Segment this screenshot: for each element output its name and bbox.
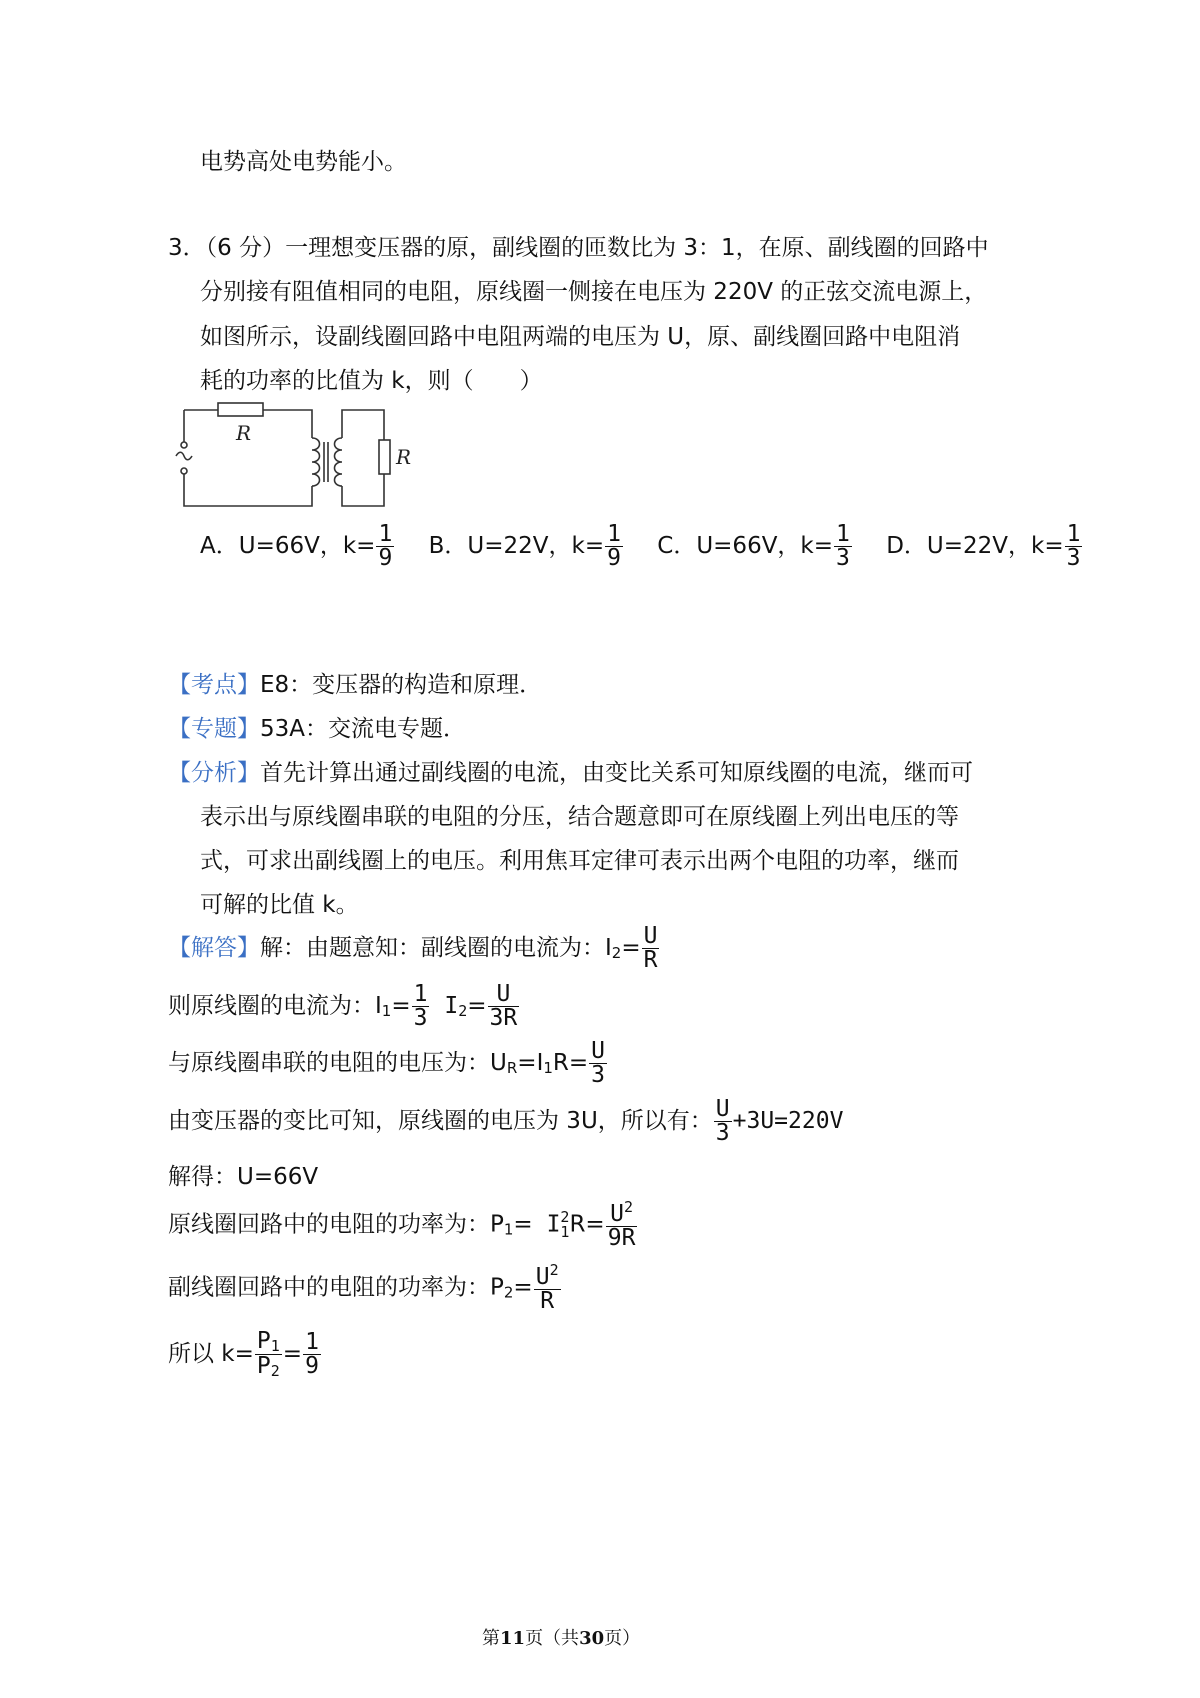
solution-ratio: 由变压器的变比可知，原线圈的电压为 3U，所以有： $\frac{U}{3}$ +3U=220V — [168, 1096, 844, 1146]
solution-i1: 则原线圈的电流为：$I_1=$ $\frac{1}{3}$ $I_2=$ $\frac{U}{3R}$ — [168, 981, 518, 1031]
fenxi-line-3: 式，可求出副线圈上的电压。利用焦耳定律可表示出两个电阻的功率，继而 — [200, 848, 959, 874]
page-total: 30 — [579, 1628, 605, 1649]
carryover-text: 电势高处电势能小。 — [200, 149, 407, 175]
secondary-coil — [335, 438, 343, 486]
solution-p1: 原线圈回路中的电阻的功率为：$P_1= I$ 2 1 R= $\frac{U^2}{9R}$ — [168, 1198, 636, 1251]
primary-coil — [312, 438, 320, 486]
question-line-1 — [168, 229, 989, 262]
fenxi-line-4: 可解的比值 k。 — [200, 892, 359, 918]
option-a[interactable]: A．U=66V，k= $\frac{1}{9}$ — [200, 521, 393, 571]
resistor-secondary-label: R — [396, 445, 412, 469]
option-d[interactable]: D．U=22V，k= $\frac{1}{3}$ — [886, 521, 1081, 571]
zhuanti-tag: 【专题】 — [168, 716, 260, 742]
ac-source-icon — [176, 452, 192, 460]
fenxi-tag: 【分析】 — [168, 760, 260, 786]
solution-k: 所以 k= $\frac{P_1}{P_2}$ = $\frac{1}{9}$ — [168, 1328, 319, 1380]
solution-p2: 副线圈回路中的电阻的功率为：$P_2=$ $\frac{U^2}{R}$ — [168, 1261, 559, 1314]
solution-ur: 与原线圈串联的电阻的电压为：$U_R=I_1R=$ $\frac{U}{3}$ — [168, 1038, 606, 1088]
fenxi-line-1: 【分析】首先计算出通过副线圈的电流，由变比关系可知原线圈的电流，继而可 — [168, 760, 973, 786]
question-line-2: 分别接有阻值相同的电阻，原线圈一侧接在电压为 220V 的正弦交流电源上， — [200, 279, 988, 305]
option-c[interactable]: C．U=66V，k= $\frac{1}{3}$ — [657, 521, 850, 571]
question-line-4: 耗的功率的比值为 k，则（ ） — [200, 368, 543, 394]
page-number: 11 — [500, 1628, 526, 1649]
question-number: 3． — [168, 235, 206, 261]
question-score: （6 分） — [205, 235, 286, 261]
options-row — [200, 523, 1109, 570]
option-b[interactable]: B．U=22V，k= $\frac{1}{9}$ — [428, 521, 621, 571]
fenxi-line-2: 表示出与原线圈串联的电阻的分压，结合题意即可在原线圈上列出电压的等 — [200, 804, 959, 830]
kaodian-line: 【考点】E8：变压器的构造和原理． — [168, 672, 543, 698]
zhuanti-line: 【专题】53A：交流电专题． — [168, 716, 467, 742]
kaodian-tag: 【考点】 — [168, 672, 260, 698]
circuit-diagram — [168, 398, 428, 513]
question-text-1: 一理想变压器的原，副线圈的匝数比为 3：1，在原、副线圈的回路中 — [285, 235, 989, 261]
resistor-secondary — [379, 440, 390, 474]
resistor-primary-label: R — [236, 421, 252, 445]
question-line-3: 如图所示，设副线圈回路中电阻两端的电压为 U，原、副线圈回路中电阻消 — [200, 324, 961, 350]
jieda-line: 【解答】解：由题意知：副线圈的电流为：$I_2=$ $\frac{U}{R}$ — [168, 923, 658, 973]
solution-solve: 解得：U=66V — [168, 1164, 319, 1190]
resistor-primary — [218, 403, 263, 416]
page-footer: 第11页（共30页） — [482, 1628, 641, 1649]
jieda-tag: 【解答】 — [168, 935, 260, 961]
